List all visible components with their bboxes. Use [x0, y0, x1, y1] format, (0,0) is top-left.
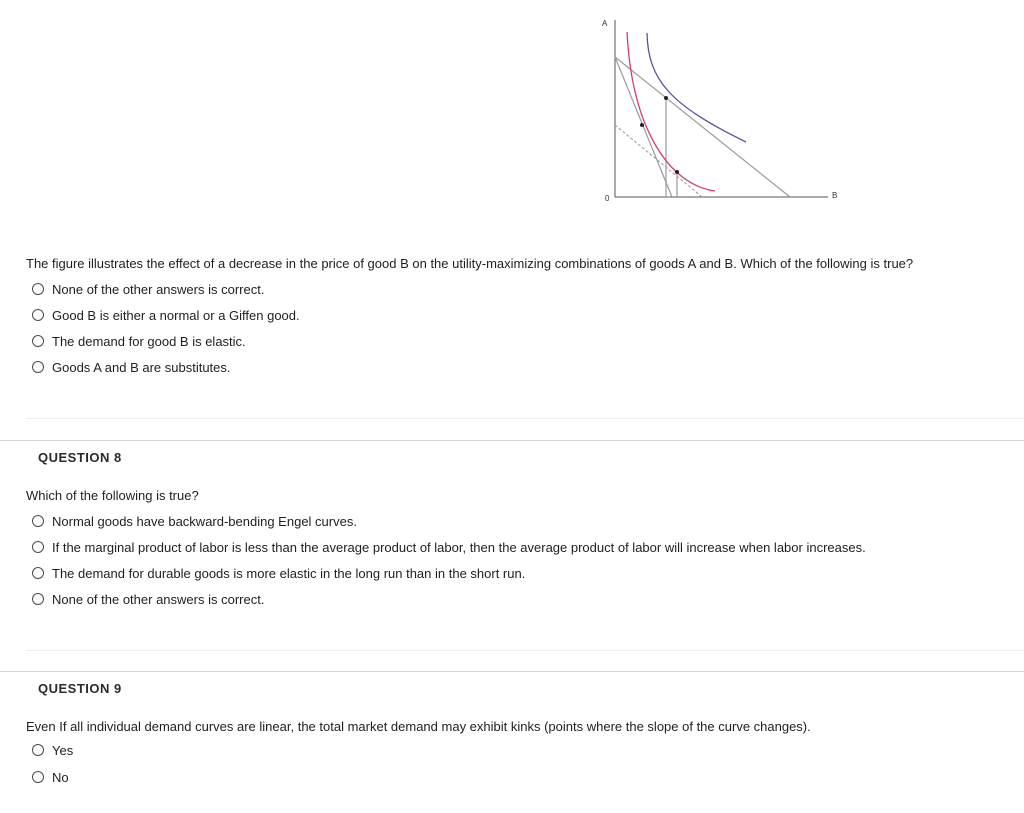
budget-line-compensated: [615, 125, 702, 197]
option-label: Yes: [52, 742, 74, 758]
budget-line-old: [615, 57, 672, 197]
q9-option-yes[interactable]: [32, 737, 73, 763]
q8-header: QUESTION 8: [38, 450, 122, 465]
budget-line-new: [615, 57, 790, 197]
option-label: No: [52, 769, 69, 785]
q8-option-2[interactable]: [32, 534, 866, 560]
radio-button[interactable]: [32, 593, 44, 605]
radio-button[interactable]: [32, 361, 44, 373]
option-label: None of the other answers is correct.: [52, 591, 265, 607]
y-axis-label: A: [602, 19, 608, 28]
q7-option-1[interactable]: [32, 276, 300, 302]
q7-options: [32, 276, 300, 380]
q8-option-4[interactable]: [32, 586, 866, 612]
q9-header: QUESTION 9: [38, 681, 122, 696]
q8-option-3[interactable]: [32, 560, 866, 586]
option-label: The demand for durable goods is more elastic in the long run than in the short run.: [52, 565, 526, 581]
q7-option-4[interactable]: [32, 354, 300, 380]
q8-prompt: Which of the following is true?: [26, 488, 199, 503]
q7-prompt: The figure illustrates the effect of a decrease in the price of good B on the utility-maximizing combinations of goods A and B. Which of the following is true?: [26, 256, 914, 271]
indifference-curve-low: [627, 32, 715, 191]
question-divider: [0, 671, 1024, 672]
q9-prompt: Even If all individual demand curves are linear, the total market demand may exhibit kinks (points where the slope of the curve changes).: [26, 719, 811, 734]
radio-button[interactable]: [32, 309, 44, 321]
option-label: Good B is either a normal or a Giffen good.: [52, 307, 300, 323]
option-label: None of the other answers is correct.: [52, 281, 265, 297]
radio-button[interactable]: [32, 541, 44, 553]
radio-button[interactable]: [32, 515, 44, 527]
q7-option-3[interactable]: [32, 328, 300, 354]
option-label: Goods A and B are substitutes.: [52, 359, 231, 375]
radio-button[interactable]: [32, 335, 44, 347]
option-label: If the marginal product of labor is less than the average product of labor, then the average product of labor will increase when labor increases.: [52, 539, 866, 555]
question-divider: [0, 440, 1024, 441]
indifference-curve-figure: [560, 10, 860, 210]
x-axis-label: B: [832, 191, 838, 200]
radio-button[interactable]: [32, 283, 44, 295]
q8-option-1[interactable]: [32, 508, 866, 534]
q8-options: [32, 508, 866, 612]
equilibrium-point-2: [640, 123, 644, 127]
origin-label: 0: [605, 194, 610, 203]
option-label: Normal goods have backward-bending Engel curves.: [52, 513, 357, 529]
radio-button[interactable]: [32, 771, 44, 783]
radio-button[interactable]: [32, 567, 44, 579]
q7-option-2[interactable]: [32, 302, 300, 328]
equilibrium-point-3: [675, 170, 679, 174]
indifference-curve-high: [647, 33, 746, 142]
separator: [26, 418, 1024, 419]
q9-options: [32, 737, 73, 790]
equilibrium-point-1: [664, 96, 668, 100]
option-label: The demand for good B is elastic.: [52, 333, 246, 349]
radio-button[interactable]: [32, 744, 44, 756]
separator: [26, 650, 1024, 651]
q9-option-no[interactable]: [32, 764, 73, 790]
